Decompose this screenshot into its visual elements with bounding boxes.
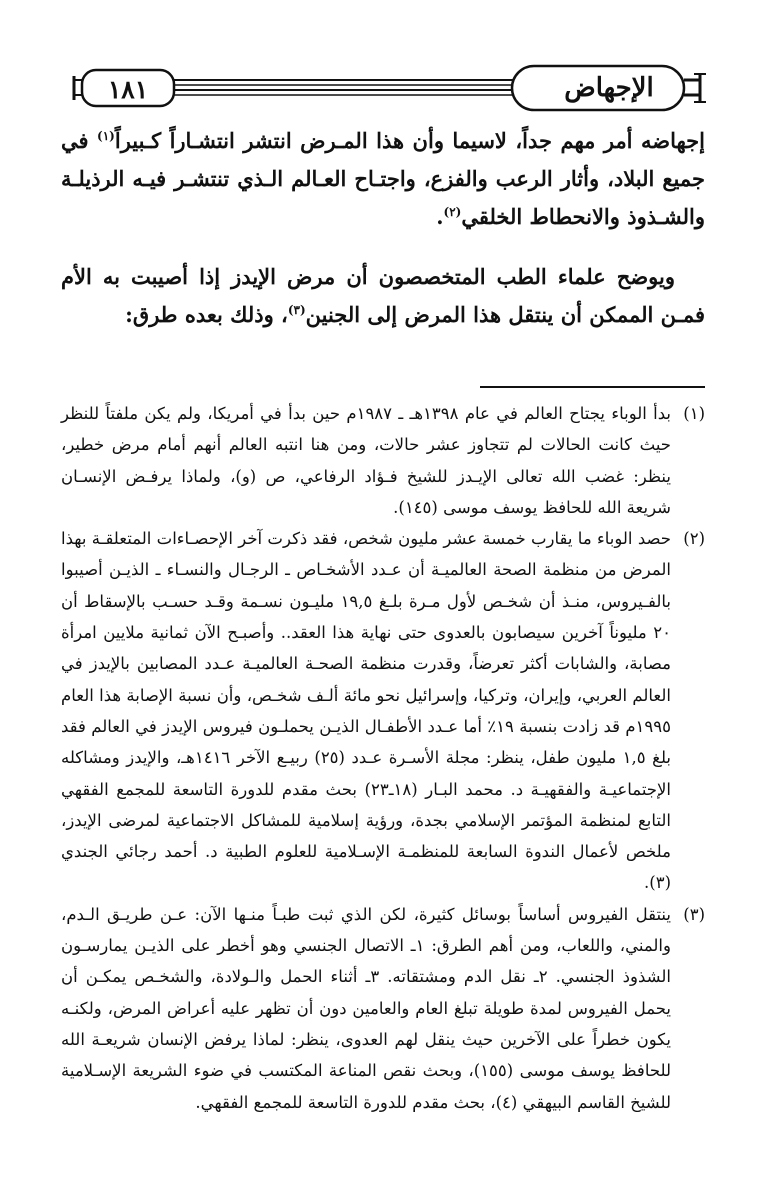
footnote-text: بدأ الوباء يجتاح العالم في عام ١٣٩٨هـ ـ ١٩٨٧م حين بدأ في أمريكا، ولم يكن ملفتاً للنظر حيث كانت الحالات لم تتجاوز عشر حالات، ومن هنا انتبه العالم أنهم أمام مرض خطير، ينظر: غضب الله تعالى الإيـدز للشيخ فـؤاد الرفاعي، ص (و)، ولماذا يرفـض الإنسـان شريعة الله للحافظ يوسف موسى (١٤٥). — [61, 404, 672, 517]
main-text — [61, 122, 705, 356]
paragraph-2-text-after: ، وذلك بعده طرق: — [125, 302, 288, 327]
running-title: الإجهاض — [564, 73, 654, 103]
footnote-ref-2: (٢) — [443, 205, 462, 219]
footnote-1 — [61, 398, 705, 523]
page-number: ١٨١ — [107, 74, 149, 104]
footnote-text: ينتقل الفيروس أساساً بوسائل كثيرة، لكن الذي ثبت طبـاً منـها الآن: عـن طريـق الـدم، والمني، واللعاب، ومن أهم الطرق: ١ـ الاتصال الجنسي وهو أخطر على الذيـن يمارسـون الشذوذ الجنسي. ٢ـ نقل الدم ومشتقاته. ٣ـ أثناء الحمل والـولادة، والشخـص يمكـن أن يحمل الفيروس لمدة طويلة تبلغ العام والعامين دون أن تظهر عليه أعراض المرض، ولكنـه يكون خطراً على الآخرين حيث ينقل لهم العدوى، ينظر: لماذا يرفض الإنسان شريعـة الله للحافظ يوسف موسى (١٥٥)، وبحث نقص المناعة المكتسب في ضوء الشريعة الإسـلامية للشيخ القاسم البيهقي (٤)، بحث مقدم للدورة التاسعة للمجمع الفقهي. — [61, 904, 671, 1112]
footnote-2 — [61, 523, 705, 899]
paragraph-1 — [61, 122, 705, 236]
footnote-divider — [480, 386, 705, 388]
footnotes — [61, 398, 705, 1118]
paragraph-1-text-after: . — [436, 204, 444, 229]
paragraph-2 — [61, 258, 705, 334]
page-header — [60, 62, 708, 114]
footnote-3 — [61, 899, 705, 1118]
paragraph-2-text-before: ويوضح علماء الطب المتخصصون أن مرض الإيدز إذا أصيبت به الأم فمـن الممكن أن ينتقل هذا المرض إلى الجنين — [61, 264, 705, 327]
footnote-number: (٢) — [683, 529, 705, 549]
footnote-number: (١) — [683, 404, 705, 423]
footnote-text: حصد الوباء ما يقارب خمسة عشر مليون شخص، فقد ذكرت آخر الإحصـاءات المتعلقـة بهذا المرض من منظمة الصحة العالميـة أن عـدد الأشخـاص ـ الرجـال والنسـاء ـ الذيـن أصيبوا بالفـيروس، منـذ أن شخـص لأول مـرة بلـغ ١٩,٥ مليـون نسـمة وقـد حسـب بالإسقاط أن ٢٠ مليوناً آخرين سيصابون بالعدوى حتى نهاية هذا العقد.. وأصبـح الآن ثمانية ملايين امرأة مصابة، والشابات أكثر تعرضاً، وقدرت منظمة الصحـة العالميـة عـدد المصابين بالإيدز في العالم العربي، وإيران، وتركيا، وإسرائيل نحو مائة ألـف شخـص، وأن نسبة الإصابة هذا العام ١٩٩٥م قد زادت بنسبة ١٩٪ أما عـدد الأطفـال الذيـن يحملـون فيروس الإيدز في العالم فقد بلغ ١,٥ مليون طفل، ينظر: مجلة الأسـرة عـدد (٢٥) ربيـع الآخر ١٤١٦هـ، والإيدز ومشاكله الإجتماعيـة والفقهيـة د. محمد البـار (١٨ـ٢٣) بحث مقدم للدورة التاسعة للمجمع الفقهي التابع لمنظمة المؤتمر الإسلامي بجدة، ورؤية إسلامية للمشاكل الاجتماعية لمرضى الإيدز، ملخص لأعمال الندوة السابعة للمنظمـة الإسـلامية للعلوم الطبية د. أحمد رجائي الجندي (٣). — [61, 529, 671, 893]
paragraph-1-text-before: إجهاضه أمر مهم جداً، لاسيما وأن هذا المـرض انتشر انتشـاراً كـبيراً — [114, 128, 705, 153]
footnote-ref-3: (٣) — [287, 303, 306, 317]
footnote-ref-1: (١) — [97, 129, 115, 143]
paragraph-1-text-middle: في جميع البلاد، وأثار الرعب والفزع، واجتـاح العـالم الـذي تنتشـر فيـه الرذيلـة والشـذوذ والانحطاط الخلقي — [61, 128, 705, 229]
footnote-number: (٣) — [683, 904, 705, 924]
